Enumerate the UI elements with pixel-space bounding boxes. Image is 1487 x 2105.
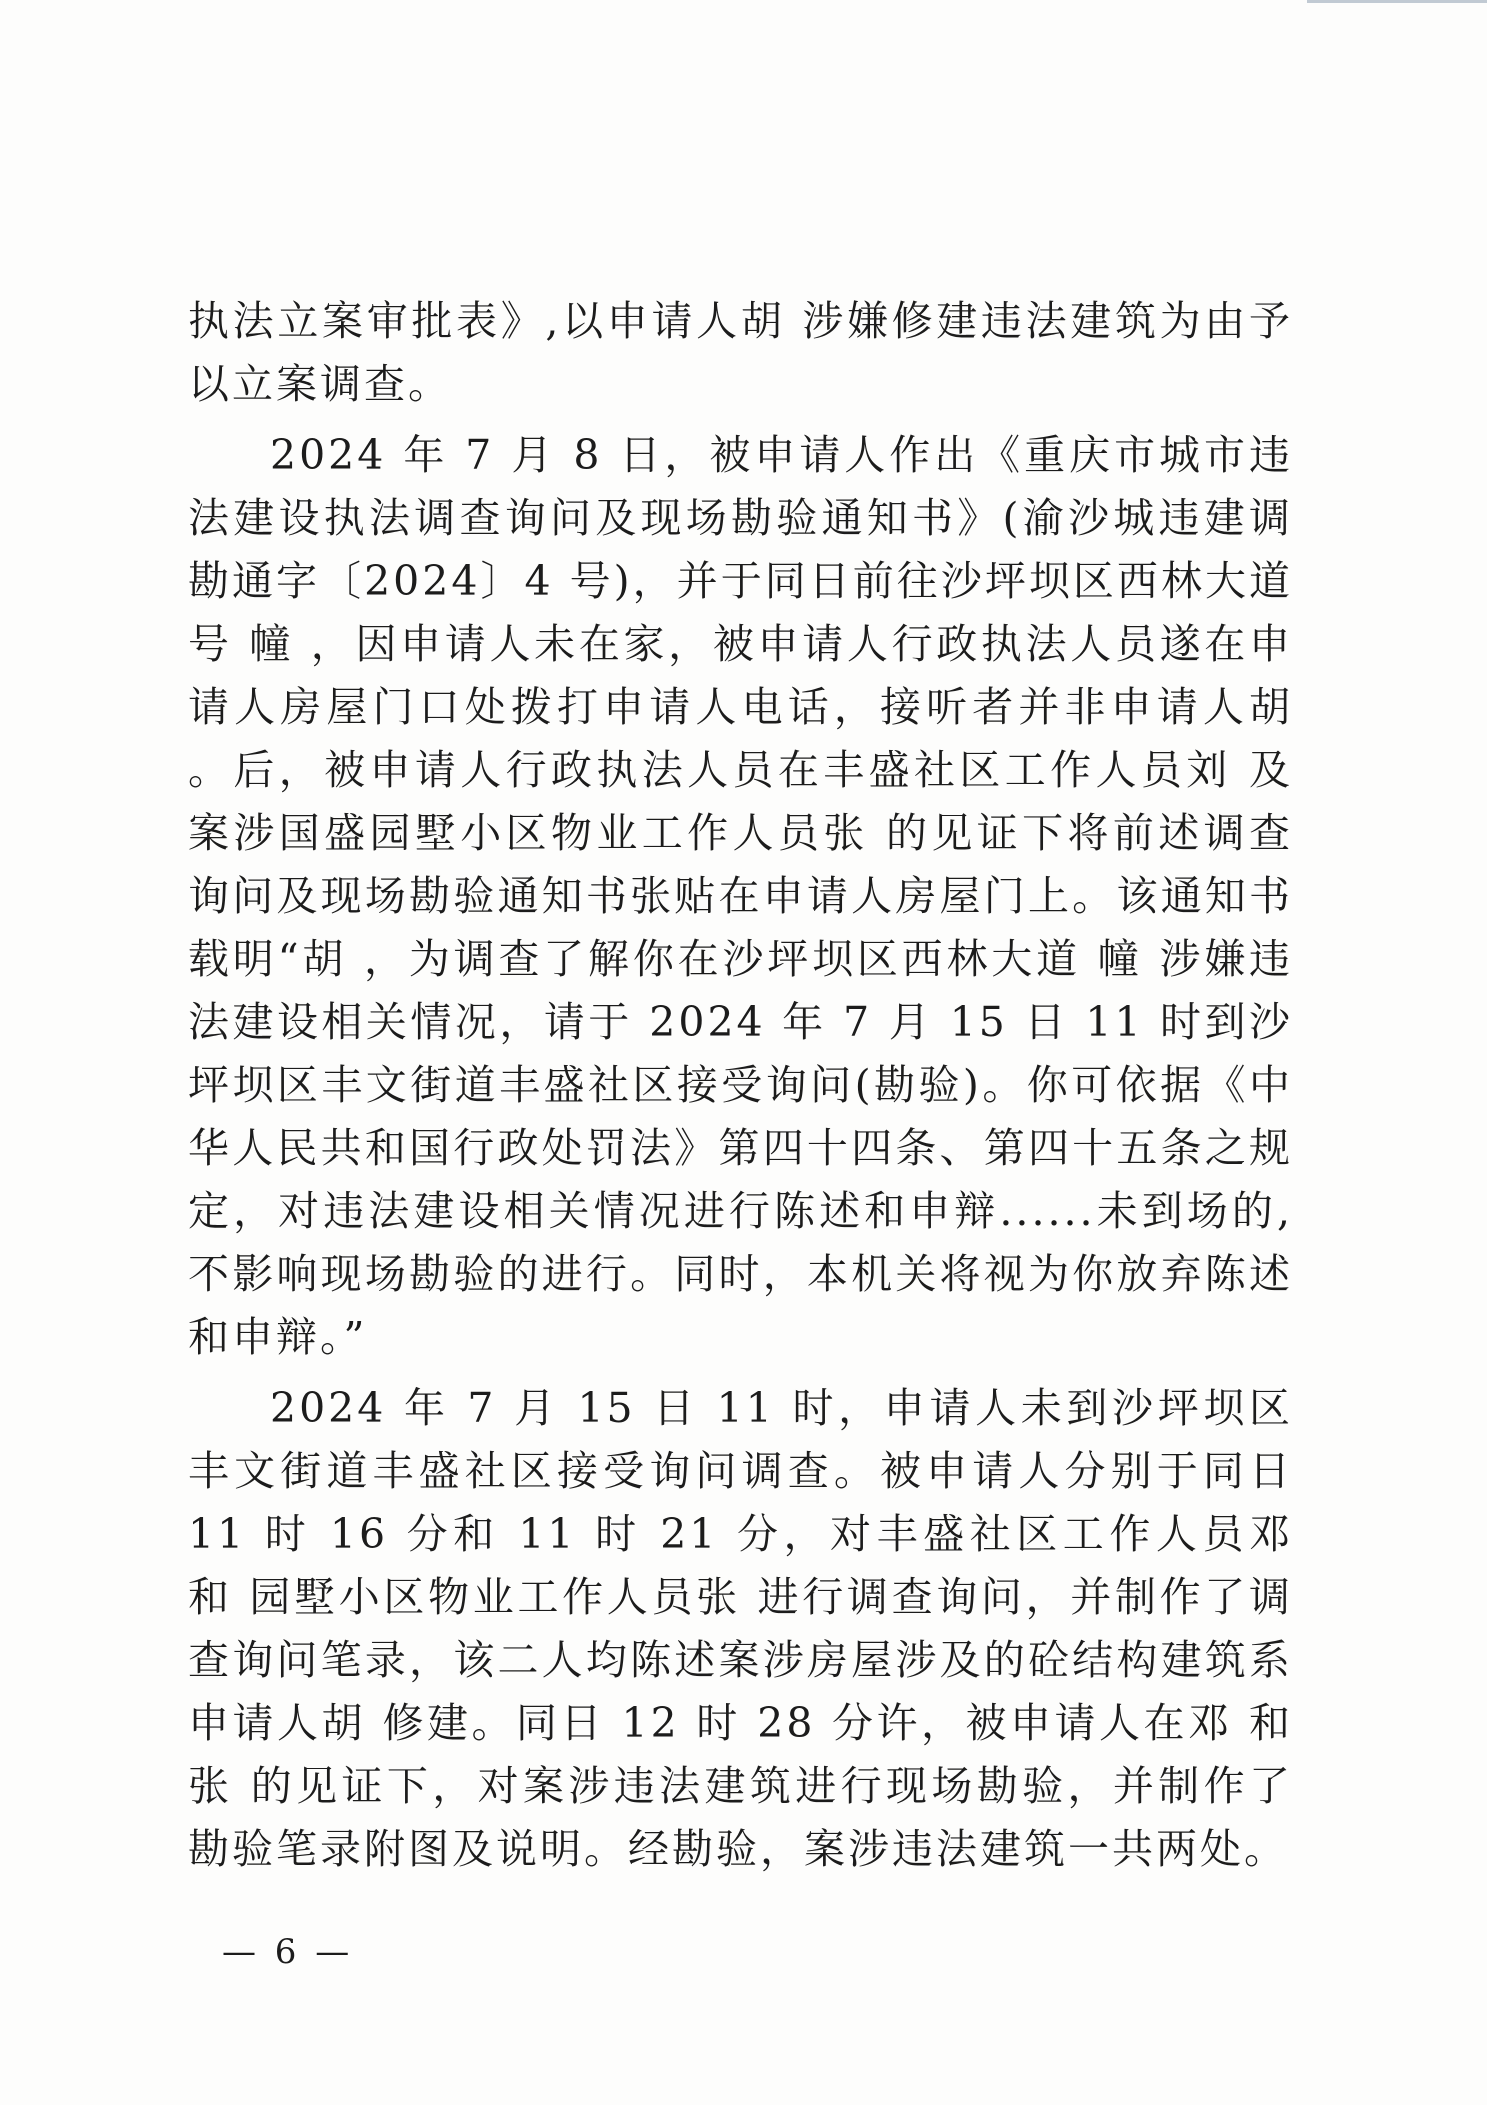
document-body — [188, 290, 1293, 1889]
paragraph-3: 2024 年 7 月 15 日 11 时，申请人未到沙坪坝区丰文街道丰盛社区接受询问调查。被申请人分别于同日 11 时 16 分和 11 时 21 分，对丰盛社区工作人员邓 和 园墅小区物业工作人员张 进行调查询问，并制作了调查询问笔录，该二人均陈述案涉房屋涉及的砼结构建筑系申请人胡 修建。同日 12 时 28 分许，被申请人在邓 和张 的见证下，对案涉违法建筑进行现场勘验，并制作了勘验笔录附图及说明。经勘验，案涉违法建筑一共两处。 — [188, 1384, 1293, 1873]
top-edge-rule — [1307, 0, 1487, 3]
paragraph-1: 执法立案审批表》,以申请人胡 涉嫌修建违法建筑为由予以立案调查。 — [188, 297, 1293, 408]
paragraph-2: 2024 年 7 月 8 日，被申请人作出《重庆市城市违法建设执法调查询问及现场勘验通知书》(渝沙城违建调勘通字〔2024〕4 号)，并于同日前往沙坪坝区西林大道 号 幢 ，因申请人未在家，被申请人行政执法人员遂在申请人房屋门口处拨打申请人电话，接听者并非申请人胡 。后，被申请人行政执法人员在丰盛社区工作人员刘 及案涉国盛园墅小区物业工作人员张 的见证下将前述调查询问及现场勘验通知书张贴在申请人房屋门上。该通知书载明“胡 ，为调查了解你在沙坪坝区西林大道 幢 涉嫌违法建设相关情况，请于 2024 年 7 月 15 日 11 时到沙坪坝区丰文街道丰盛社区接受询问(勘验)。你可依据《中华人民共和国行政处罚法》第四十四条、第四十五条之规定，对违法建设相关情况进行陈述和申辩......未到场的,不影响现场勘验的进行。同时，本机关将视为你放弃陈述和申辩。” — [188, 431, 1293, 1361]
page-number: — 6 — — [222, 1932, 354, 1972]
